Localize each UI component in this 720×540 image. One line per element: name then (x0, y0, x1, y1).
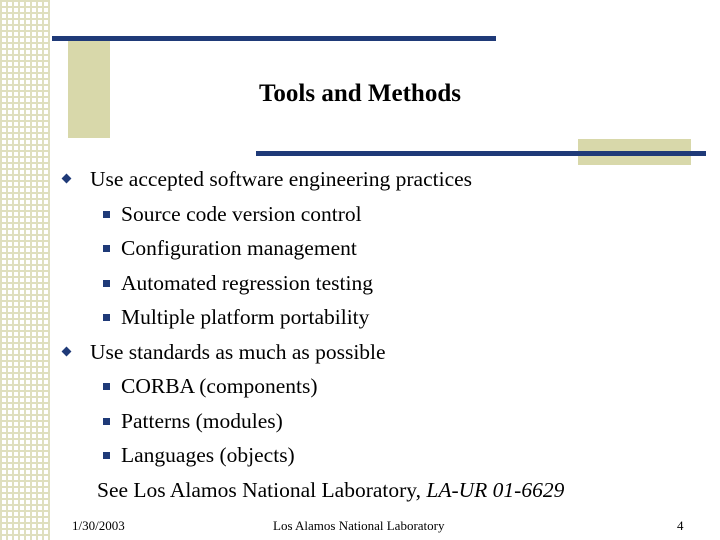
bullet-text: Use standards as much as possible (90, 339, 386, 364)
slide-title: Tools and Methods (259, 80, 461, 107)
sub-bullet-item (60, 266, 700, 301)
footer-organization: Los Alamos National Laboratory (273, 518, 445, 533)
decorative-line-bottom (256, 151, 706, 156)
sub-bullet-text: Patterns (modules) (121, 408, 283, 433)
square-bullet-icon (103, 383, 110, 390)
square-bullet-icon (103, 280, 110, 287)
reference-id: LA-UR 01-6629 (426, 477, 565, 502)
square-bullet-icon (103, 245, 110, 252)
reference-prefix: See Los Alamos National Laboratory, (97, 477, 427, 502)
diamond-bullet-icon (62, 346, 72, 356)
bullet-item (60, 162, 700, 197)
square-bullet-icon (103, 452, 110, 459)
sub-bullet-text: Configuration management (121, 236, 357, 260)
square-bullet-icon (103, 418, 110, 425)
decorative-line-top (52, 36, 496, 41)
sub-bullet-item (60, 404, 700, 439)
bullet-item (60, 335, 700, 370)
square-bullet-icon (103, 211, 110, 218)
decorative-block-left (68, 40, 110, 138)
sub-bullet-item (60, 231, 700, 266)
diamond-bullet-icon (62, 174, 72, 184)
footer-page-number: 4 (677, 518, 684, 533)
slide-content (60, 162, 700, 507)
sub-bullet-text: CORBA (components) (121, 374, 318, 398)
sub-bullet-text: Languages (objects) (121, 443, 295, 467)
decorative-stripe (0, 0, 50, 540)
sub-bullet-item (60, 438, 700, 473)
sub-bullet-item (60, 197, 700, 232)
sub-bullet-item (60, 369, 700, 404)
footer-date: 1/30/2003 (72, 518, 125, 533)
sub-bullet-text: Multiple platform portability (121, 305, 370, 329)
sub-bullet-text: Automated regression testing (121, 270, 373, 295)
bullet-text: Use accepted software engineering practices (90, 167, 473, 191)
sub-bullet-item (60, 300, 700, 335)
square-bullet-icon (103, 314, 110, 321)
sub-bullet-text: Source code version control (121, 201, 362, 226)
reference-line (60, 473, 700, 508)
